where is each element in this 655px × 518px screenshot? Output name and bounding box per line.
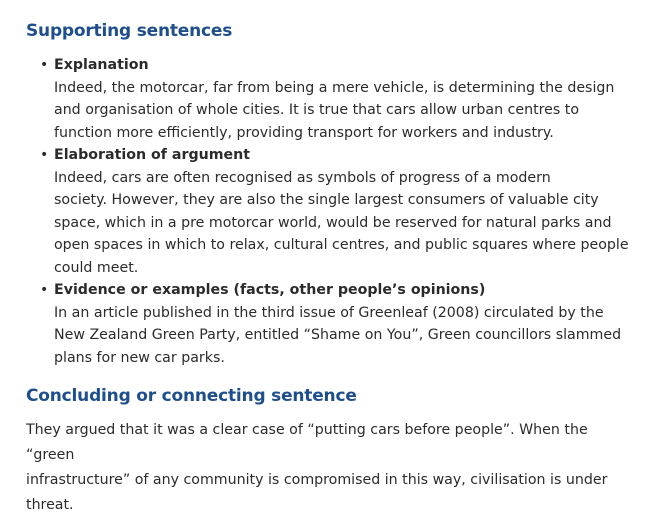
supporting-sentences-heading: Supporting sentences <box>26 21 233 41</box>
point-line: space, which in a pre motorcar world, would be reserved for natural parks and <box>54 214 612 231</box>
point-line: could meet. <box>54 259 139 276</box>
list-item <box>40 144 640 279</box>
concluding-sentence-heading: Concluding or connecting sentence <box>26 386 357 406</box>
point-line: function more efficiently, providing transport for workers and industry. <box>54 124 554 141</box>
point-line: and organisation of whole cities. It is true that cars allow urban centres to <box>54 102 580 118</box>
point-line: open spaces in which to relax, cultural centres, and public squares where people <box>54 237 629 253</box>
conclusion-line: They argued that it was a clear case of “putting cars before people”. When the “green <box>26 422 588 463</box>
bullet-icon: • <box>40 57 49 73</box>
bullet-icon: • <box>40 147 49 163</box>
supporting-points-list <box>40 54 640 369</box>
point-title: Elaboration of argument <box>54 147 251 163</box>
bullet-icon: • <box>40 282 49 298</box>
point-title: Evidence or examples (facts, other people’s opinions) <box>54 282 486 298</box>
point-line: plans for new car parks. <box>54 349 225 366</box>
conclusion-paragraph <box>26 418 636 518</box>
conclusion-line: infrastructure” of any community is compromised in this way, civilisation is under <box>26 472 608 488</box>
point-title: Explanation <box>54 57 149 73</box>
list-item <box>40 279 640 369</box>
point-line: Indeed, the motorcar, far from being a mere vehicle, is determining the design <box>54 79 615 96</box>
conclusion-line: threat. <box>26 497 74 513</box>
point-line: society. However, they are also the single largest consumers of valuable city <box>54 192 599 208</box>
list-item <box>40 54 640 144</box>
point-line: New Zealand Green Party, entitled “Shame on You”, Green councillors slammed <box>54 327 622 343</box>
point-line: In an article published in the third issue of Greenleaf (2008) circulated by the <box>54 304 604 321</box>
point-line: Indeed, cars are often recognised as symbols of progress of a modern <box>54 169 551 186</box>
